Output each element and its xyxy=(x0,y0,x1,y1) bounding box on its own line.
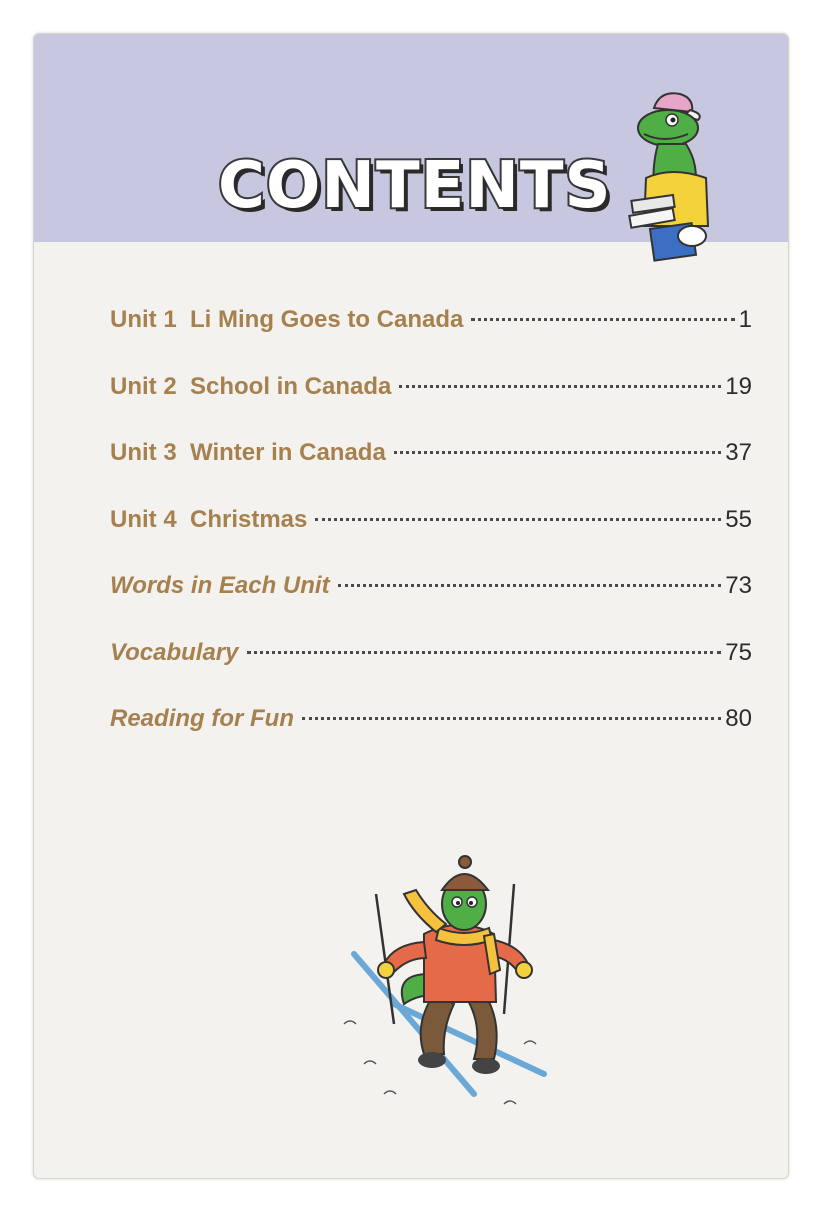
dot-leader xyxy=(247,651,722,654)
toc-entry-page: 1 xyxy=(738,306,752,333)
dot-leader xyxy=(315,518,721,521)
dot-leader xyxy=(302,717,721,720)
toc-entry[interactable] xyxy=(110,572,752,639)
toc-entry[interactable] xyxy=(110,639,752,706)
toc-entry[interactable] xyxy=(110,705,752,772)
page-title: CONTENTS xyxy=(218,149,612,223)
toc-entry[interactable] xyxy=(110,439,752,506)
toc-entry-page: 19 xyxy=(725,372,752,400)
toc-entry-page: 80 xyxy=(725,705,752,732)
toc-entry-page: 37 xyxy=(725,439,752,466)
dot-leader xyxy=(399,385,721,388)
dinosaur-skiing-icon xyxy=(324,824,564,1114)
toc-entry-label: Reading for Fun xyxy=(110,705,294,732)
contents-page xyxy=(33,33,789,1179)
toc-entry-label: Unit 4 Christmas xyxy=(110,505,308,533)
toc-entry-label: Vocabulary xyxy=(110,638,239,666)
toc-entry-page: 75 xyxy=(725,638,752,666)
dot-leader xyxy=(471,318,734,321)
dinosaur-mascot-with-books-icon xyxy=(602,86,722,262)
toc-entry[interactable] xyxy=(110,306,752,373)
toc-entry-page: 73 xyxy=(725,572,752,599)
toc-entry-label: Words in Each Unit xyxy=(110,572,330,599)
toc-entry-label: Unit 3 Winter in Canada xyxy=(110,439,386,466)
toc-entry-label: Unit 2 School in Canada xyxy=(110,372,392,400)
toc-entry[interactable] xyxy=(110,506,752,573)
toc-entry[interactable] xyxy=(110,373,752,440)
table-of-contents xyxy=(110,306,752,772)
dot-leader xyxy=(394,451,721,454)
toc-entry-label: Unit 1 Li Ming Goes to Canada xyxy=(110,306,464,333)
dot-leader xyxy=(338,584,722,587)
toc-entry-page: 55 xyxy=(725,505,752,533)
